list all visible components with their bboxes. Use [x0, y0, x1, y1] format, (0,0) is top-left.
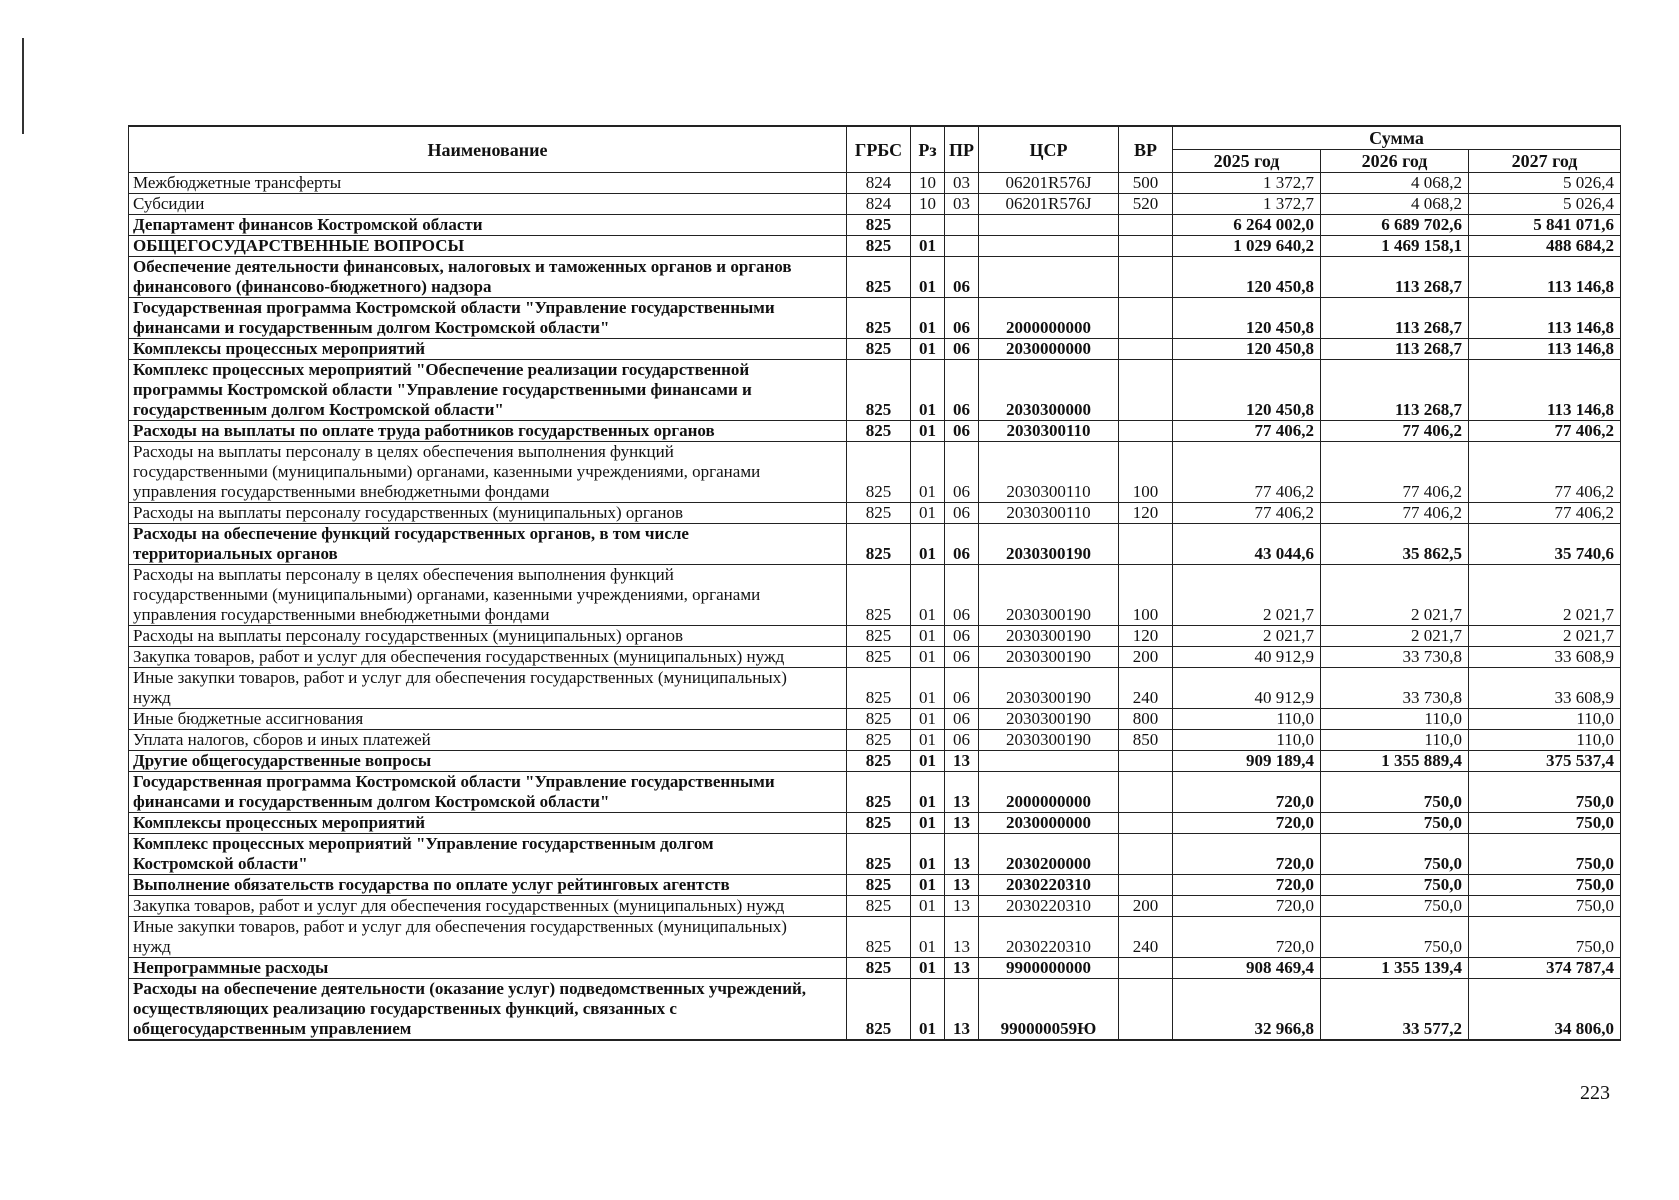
- table-row: [129, 173, 1621, 194]
- cell-vr: [1119, 257, 1173, 298]
- cell-grbs: 825: [847, 421, 911, 442]
- cell-2025: 77 406,2: [1173, 503, 1321, 524]
- cell-2027: 2 021,7: [1469, 565, 1621, 626]
- cell-2025: 77 406,2: [1173, 442, 1321, 503]
- cell-name: Государственная программа Костромской области "Управление государственными финансами и государственным долгом Костромской области": [129, 298, 847, 339]
- cell-pr: 06: [945, 257, 979, 298]
- margin-line: [22, 38, 24, 134]
- cell-rz: 01: [911, 896, 945, 917]
- table-row: [129, 979, 1621, 1041]
- cell-2025: 77 406,2: [1173, 421, 1321, 442]
- cell-rz: 01: [911, 958, 945, 979]
- cell-2027: 35 740,6: [1469, 524, 1621, 565]
- cell-2025: 6 264 002,0: [1173, 215, 1321, 236]
- table-row: [129, 834, 1621, 875]
- cell-pr: 13: [945, 751, 979, 772]
- cell-csr: 2030300190: [979, 565, 1119, 626]
- cell-csr: 2030300000: [979, 360, 1119, 421]
- cell-2025: 720,0: [1173, 917, 1321, 958]
- cell-csr: 2030300190: [979, 647, 1119, 668]
- cell-vr: 850: [1119, 730, 1173, 751]
- table-row: [129, 875, 1621, 896]
- cell-rz: 01: [911, 668, 945, 709]
- cell-rz: 01: [911, 751, 945, 772]
- table-row: [129, 917, 1621, 958]
- cell-vr: 200: [1119, 647, 1173, 668]
- header-2025: 2025 год: [1173, 150, 1321, 173]
- cell-2027: 77 406,2: [1469, 442, 1621, 503]
- cell-csr: 2030300190: [979, 668, 1119, 709]
- cell-grbs: 825: [847, 772, 911, 813]
- table-row: [129, 647, 1621, 668]
- cell-2025: 909 189,4: [1173, 751, 1321, 772]
- cell-2026: 77 406,2: [1321, 421, 1469, 442]
- cell-name: Департамент финансов Костромской области: [129, 215, 847, 236]
- table-row: [129, 360, 1621, 421]
- cell-grbs: 824: [847, 173, 911, 194]
- cell-2027: 750,0: [1469, 875, 1621, 896]
- header-name: Наименование: [129, 126, 847, 173]
- cell-name: Комплексы процессных мероприятий: [129, 813, 847, 834]
- cell-vr: 520: [1119, 194, 1173, 215]
- table-row: [129, 626, 1621, 647]
- cell-vr: 500: [1119, 173, 1173, 194]
- cell-2027: 750,0: [1469, 813, 1621, 834]
- cell-pr: 06: [945, 421, 979, 442]
- cell-2027: 5 026,4: [1469, 194, 1621, 215]
- cell-name: Расходы на выплаты персоналу государственных (муниципальных) органов: [129, 626, 847, 647]
- cell-rz: 01: [911, 360, 945, 421]
- cell-grbs: 825: [847, 875, 911, 896]
- cell-vr: 240: [1119, 668, 1173, 709]
- cell-pr: 06: [945, 647, 979, 668]
- cell-grbs: 825: [847, 979, 911, 1041]
- cell-grbs: 825: [847, 751, 911, 772]
- cell-2026: 110,0: [1321, 730, 1469, 751]
- cell-pr: 03: [945, 173, 979, 194]
- cell-rz: 01: [911, 647, 945, 668]
- cell-name: Расходы на выплаты персоналу государственных (муниципальных) органов: [129, 503, 847, 524]
- table-body: [129, 173, 1621, 1041]
- cell-csr: 06201R576J: [979, 173, 1119, 194]
- table-row: [129, 730, 1621, 751]
- cell-2027: 110,0: [1469, 730, 1621, 751]
- cell-csr: 2030300190: [979, 524, 1119, 565]
- table-row: [129, 442, 1621, 503]
- cell-2025: 720,0: [1173, 834, 1321, 875]
- table-row: [129, 896, 1621, 917]
- cell-csr: 06201R576J: [979, 194, 1119, 215]
- cell-name: Другие общегосударственные вопросы: [129, 751, 847, 772]
- cell-pr: 13: [945, 875, 979, 896]
- cell-csr: 2030220310: [979, 917, 1119, 958]
- cell-csr: 2030300110: [979, 503, 1119, 524]
- cell-vr: [1119, 958, 1173, 979]
- cell-name: Расходы на обеспечение функций государственных органов, в том числе территориальных органов: [129, 524, 847, 565]
- cell-2026: 1 355 139,4: [1321, 958, 1469, 979]
- cell-2026: 2 021,7: [1321, 565, 1469, 626]
- cell-grbs: 825: [847, 236, 911, 257]
- cell-rz: 01: [911, 236, 945, 257]
- table-row: [129, 257, 1621, 298]
- cell-grbs: 825: [847, 257, 911, 298]
- cell-grbs: 825: [847, 917, 911, 958]
- cell-csr: 2030220310: [979, 875, 1119, 896]
- cell-2025: 720,0: [1173, 813, 1321, 834]
- cell-pr: 06: [945, 626, 979, 647]
- cell-2026: 4 068,2: [1321, 173, 1469, 194]
- cell-rz: 01: [911, 565, 945, 626]
- cell-rz: 01: [911, 421, 945, 442]
- cell-rz: 01: [911, 875, 945, 896]
- table-header-row: [129, 126, 1621, 150]
- cell-2027: 33 608,9: [1469, 668, 1621, 709]
- cell-2027: 33 608,9: [1469, 647, 1621, 668]
- cell-2027: 750,0: [1469, 834, 1621, 875]
- cell-2027: 750,0: [1469, 917, 1621, 958]
- table-row: [129, 813, 1621, 834]
- cell-2026: 35 862,5: [1321, 524, 1469, 565]
- cell-grbs: 825: [847, 298, 911, 339]
- cell-2026: 33 730,8: [1321, 668, 1469, 709]
- cell-2025: 2 021,7: [1173, 565, 1321, 626]
- cell-name: Субсидии: [129, 194, 847, 215]
- header-2027: 2027 год: [1469, 150, 1621, 173]
- cell-2025: 40 912,9: [1173, 647, 1321, 668]
- cell-csr: [979, 751, 1119, 772]
- cell-grbs: 825: [847, 834, 911, 875]
- cell-name: Иные закупки товаров, работ и услуг для обеспечения государственных (муниципальных) нужд: [129, 668, 847, 709]
- cell-2026: 113 268,7: [1321, 298, 1469, 339]
- cell-name: Государственная программа Костромской области "Управление государственными финансами и государственным долгом Костромской области": [129, 772, 847, 813]
- cell-name: ОБЩЕГОСУДАРСТВЕННЫЕ ВОПРОСЫ: [129, 236, 847, 257]
- cell-2025: 720,0: [1173, 896, 1321, 917]
- cell-pr: 13: [945, 958, 979, 979]
- cell-2025: 1 029 640,2: [1173, 236, 1321, 257]
- cell-rz: 01: [911, 813, 945, 834]
- cell-vr: [1119, 751, 1173, 772]
- cell-vr: [1119, 772, 1173, 813]
- cell-vr: 120: [1119, 626, 1173, 647]
- cell-2027: 113 146,8: [1469, 360, 1621, 421]
- header-sum: Сумма: [1173, 126, 1621, 150]
- cell-pr: 13: [945, 979, 979, 1041]
- cell-pr: 06: [945, 339, 979, 360]
- cell-2026: 4 068,2: [1321, 194, 1469, 215]
- cell-rz: [911, 215, 945, 236]
- cell-grbs: 825: [847, 503, 911, 524]
- cell-2026: 6 689 702,6: [1321, 215, 1469, 236]
- cell-rz: 01: [911, 730, 945, 751]
- cell-2027: 110,0: [1469, 709, 1621, 730]
- cell-2026: 750,0: [1321, 875, 1469, 896]
- cell-grbs: 825: [847, 958, 911, 979]
- cell-grbs: 825: [847, 730, 911, 751]
- cell-vr: [1119, 421, 1173, 442]
- cell-2025: 120 450,8: [1173, 257, 1321, 298]
- cell-grbs: 825: [847, 626, 911, 647]
- cell-csr: 2000000000: [979, 772, 1119, 813]
- cell-2025: 720,0: [1173, 875, 1321, 896]
- cell-name: Комплекс процессных мероприятий "Управление государственным долгом Костромской области": [129, 834, 847, 875]
- cell-pr: 06: [945, 298, 979, 339]
- cell-2026: 113 268,7: [1321, 339, 1469, 360]
- table-row: [129, 236, 1621, 257]
- cell-2026: 750,0: [1321, 896, 1469, 917]
- table-row: [129, 421, 1621, 442]
- cell-rz: 01: [911, 503, 945, 524]
- cell-name: Расходы на выплаты персоналу в целях обеспечения выполнения функций государственными (муниципальными) органами, казенными учреждениями, органами управления государственными внебюджетными фондами: [129, 565, 847, 626]
- cell-pr: 13: [945, 813, 979, 834]
- cell-vr: 100: [1119, 565, 1173, 626]
- cell-csr: 2000000000: [979, 298, 1119, 339]
- cell-2025: 120 450,8: [1173, 339, 1321, 360]
- cell-rz: 01: [911, 339, 945, 360]
- cell-vr: [1119, 875, 1173, 896]
- cell-csr: 2030300110: [979, 442, 1119, 503]
- cell-csr: 9900000000: [979, 958, 1119, 979]
- cell-grbs: 825: [847, 339, 911, 360]
- cell-2026: 750,0: [1321, 813, 1469, 834]
- cell-vr: [1119, 298, 1173, 339]
- table-row: [129, 215, 1621, 236]
- cell-2026: 113 268,7: [1321, 360, 1469, 421]
- cell-2027: 5 026,4: [1469, 173, 1621, 194]
- cell-grbs: 825: [847, 360, 911, 421]
- cell-csr: [979, 236, 1119, 257]
- header-grbs: ГРБС: [847, 126, 911, 173]
- cell-rz: 01: [911, 917, 945, 958]
- cell-2025: 720,0: [1173, 772, 1321, 813]
- cell-rz: 10: [911, 173, 945, 194]
- cell-2027: 488 684,2: [1469, 236, 1621, 257]
- budget-table: [128, 125, 1621, 1041]
- cell-name: Расходы на выплаты по оплате труда работников государственных органов: [129, 421, 847, 442]
- header-vr: ВР: [1119, 126, 1173, 173]
- cell-name: Уплата налогов, сборов и иных платежей: [129, 730, 847, 751]
- cell-vr: 120: [1119, 503, 1173, 524]
- cell-vr: [1119, 360, 1173, 421]
- cell-2026: 33 577,2: [1321, 979, 1469, 1041]
- cell-name: Закупка товаров, работ и услуг для обеспечения государственных (муниципальных) нужд: [129, 647, 847, 668]
- cell-2026: 750,0: [1321, 772, 1469, 813]
- cell-vr: 240: [1119, 917, 1173, 958]
- cell-pr: 13: [945, 917, 979, 958]
- cell-2027: 113 146,8: [1469, 257, 1621, 298]
- cell-2027: 113 146,8: [1469, 298, 1621, 339]
- cell-rz: 01: [911, 709, 945, 730]
- cell-csr: 2030200000: [979, 834, 1119, 875]
- header-csr: ЦСР: [979, 126, 1119, 173]
- cell-grbs: 825: [847, 442, 911, 503]
- cell-2027: 77 406,2: [1469, 503, 1621, 524]
- cell-2026: 113 268,7: [1321, 257, 1469, 298]
- cell-rz: 01: [911, 524, 945, 565]
- cell-rz: 01: [911, 298, 945, 339]
- table-row: [129, 772, 1621, 813]
- cell-2027: 5 841 071,6: [1469, 215, 1621, 236]
- cell-csr: 2030300190: [979, 626, 1119, 647]
- cell-rz: 01: [911, 772, 945, 813]
- cell-name: Обеспечение деятельности финансовых, налоговых и таможенных органов и органов финансового (финансово-бюджетного) надзора: [129, 257, 847, 298]
- cell-2026: 77 406,2: [1321, 442, 1469, 503]
- cell-vr: 100: [1119, 442, 1173, 503]
- cell-grbs: 825: [847, 813, 911, 834]
- cell-vr: 800: [1119, 709, 1173, 730]
- header-rz: Рз: [911, 126, 945, 173]
- table-row: [129, 503, 1621, 524]
- table-row: [129, 298, 1621, 339]
- cell-2025: 1 372,7: [1173, 173, 1321, 194]
- cell-2025: 120 450,8: [1173, 360, 1321, 421]
- cell-2026: 750,0: [1321, 917, 1469, 958]
- table-row: [129, 194, 1621, 215]
- cell-2027: 374 787,4: [1469, 958, 1621, 979]
- cell-name: Межбюджетные трансферты: [129, 173, 847, 194]
- cell-vr: [1119, 215, 1173, 236]
- table-row: [129, 709, 1621, 730]
- cell-pr: 06: [945, 730, 979, 751]
- cell-2025: 1 372,7: [1173, 194, 1321, 215]
- cell-vr: [1119, 236, 1173, 257]
- cell-pr: 13: [945, 896, 979, 917]
- cell-2025: 110,0: [1173, 709, 1321, 730]
- cell-pr: 03: [945, 194, 979, 215]
- cell-rz: 10: [911, 194, 945, 215]
- table-row: [129, 565, 1621, 626]
- cell-pr: 13: [945, 772, 979, 813]
- cell-pr: 06: [945, 668, 979, 709]
- table-row: [129, 751, 1621, 772]
- table-row: [129, 524, 1621, 565]
- cell-pr: 13: [945, 834, 979, 875]
- cell-csr: 2030300190: [979, 709, 1119, 730]
- cell-rz: 01: [911, 257, 945, 298]
- cell-grbs: 825: [847, 896, 911, 917]
- cell-name: Иные закупки товаров, работ и услуг для обеспечения государственных (муниципальных) нужд: [129, 917, 847, 958]
- cell-csr: [979, 215, 1119, 236]
- cell-vr: 200: [1119, 896, 1173, 917]
- cell-2025: 43 044,6: [1173, 524, 1321, 565]
- cell-name: Комплексы процессных мероприятий: [129, 339, 847, 360]
- cell-grbs: 825: [847, 524, 911, 565]
- cell-pr: [945, 236, 979, 257]
- header-pr: ПР: [945, 126, 979, 173]
- cell-2026: 77 406,2: [1321, 503, 1469, 524]
- cell-grbs: 825: [847, 668, 911, 709]
- cell-csr: 990000059Ю: [979, 979, 1119, 1041]
- cell-2027: 375 537,4: [1469, 751, 1621, 772]
- page-number: 223: [1580, 1082, 1610, 1104]
- cell-2026: 33 730,8: [1321, 647, 1469, 668]
- cell-name: Расходы на выплаты персоналу в целях обеспечения выполнения функций государственными (муниципальными) органами, казенными учреждениями, органами управления государственными внебюджетными фондами: [129, 442, 847, 503]
- cell-name: Выполнение обязательств государства по оплате услуг рейтинговых агентств: [129, 875, 847, 896]
- cell-csr: [979, 257, 1119, 298]
- cell-pr: 06: [945, 709, 979, 730]
- cell-grbs: 824: [847, 194, 911, 215]
- cell-csr: 2030220310: [979, 896, 1119, 917]
- cell-name: Комплекс процессных мероприятий "Обеспечение реализации государственной программы Костромской области "Управление государственными финансами и государственным долгом Костромской области": [129, 360, 847, 421]
- cell-2026: 110,0: [1321, 709, 1469, 730]
- header-2026: 2026 год: [1321, 150, 1469, 173]
- cell-rz: 01: [911, 834, 945, 875]
- cell-2025: 40 912,9: [1173, 668, 1321, 709]
- cell-2027: 113 146,8: [1469, 339, 1621, 360]
- cell-rz: 01: [911, 442, 945, 503]
- cell-csr: 2030300110: [979, 421, 1119, 442]
- cell-pr: 06: [945, 565, 979, 626]
- cell-2026: 2 021,7: [1321, 626, 1469, 647]
- cell-2027: 2 021,7: [1469, 626, 1621, 647]
- cell-2026: 1 355 889,4: [1321, 751, 1469, 772]
- cell-vr: [1119, 813, 1173, 834]
- cell-2025: 120 450,8: [1173, 298, 1321, 339]
- cell-name: Закупка товаров, работ и услуг для обеспечения государственных (муниципальных) нужд: [129, 896, 847, 917]
- cell-pr: 06: [945, 524, 979, 565]
- cell-csr: 2030300190: [979, 730, 1119, 751]
- cell-vr: [1119, 524, 1173, 565]
- cell-grbs: 825: [847, 215, 911, 236]
- cell-pr: 06: [945, 503, 979, 524]
- cell-pr: 06: [945, 360, 979, 421]
- cell-rz: 01: [911, 979, 945, 1041]
- cell-name: Расходы на обеспечение деятельности (оказание услуг) подведомственных учреждений, осуществляющих реализацию государственных функций, связанных с общегосударственным управлением: [129, 979, 847, 1041]
- cell-2025: 110,0: [1173, 730, 1321, 751]
- cell-2026: 1 469 158,1: [1321, 236, 1469, 257]
- cell-pr: [945, 215, 979, 236]
- cell-2027: 77 406,2: [1469, 421, 1621, 442]
- table-row: [129, 668, 1621, 709]
- cell-grbs: 825: [847, 709, 911, 730]
- cell-2027: 750,0: [1469, 896, 1621, 917]
- cell-rz: 01: [911, 626, 945, 647]
- cell-name: Непрограммные расходы: [129, 958, 847, 979]
- cell-2025: 32 966,8: [1173, 979, 1321, 1041]
- cell-2026: 750,0: [1321, 834, 1469, 875]
- table-row: [129, 339, 1621, 360]
- cell-2025: 908 469,4: [1173, 958, 1321, 979]
- cell-2027: 750,0: [1469, 772, 1621, 813]
- cell-grbs: 825: [847, 647, 911, 668]
- cell-vr: [1119, 979, 1173, 1041]
- cell-name: Иные бюджетные ассигнования: [129, 709, 847, 730]
- cell-pr: 06: [945, 442, 979, 503]
- cell-vr: [1119, 834, 1173, 875]
- cell-vr: [1119, 339, 1173, 360]
- table-row: [129, 958, 1621, 979]
- cell-csr: 2030000000: [979, 339, 1119, 360]
- cell-2025: 2 021,7: [1173, 626, 1321, 647]
- cell-csr: 2030000000: [979, 813, 1119, 834]
- cell-2027: 34 806,0: [1469, 979, 1621, 1041]
- cell-grbs: 825: [847, 565, 911, 626]
